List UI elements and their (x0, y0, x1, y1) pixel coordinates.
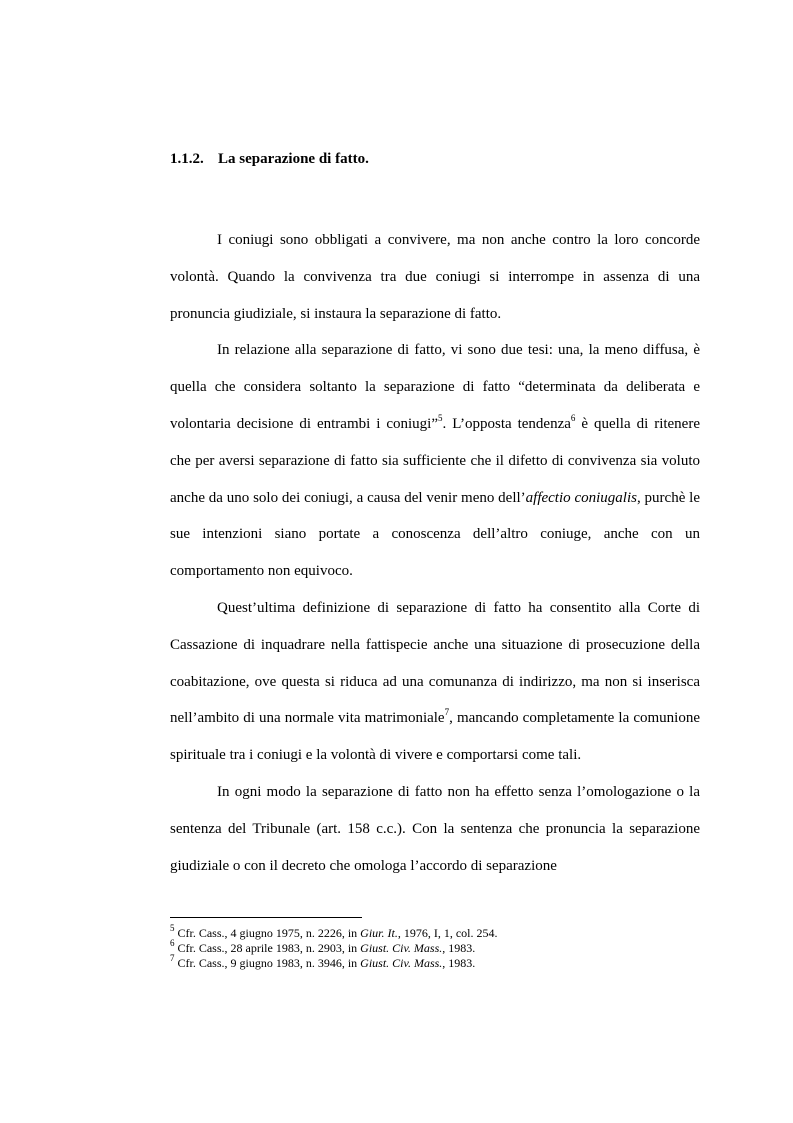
footnote-mark: 7 (170, 953, 175, 963)
footnote-ref-7: 7 (444, 707, 450, 718)
paragraph-text: . L’opposta tendenza (442, 415, 571, 432)
paragraph-text: , mancando completamente la comunione spirituale tra i coniugi e la volontà di vivere e comportarsi come tali. (170, 710, 700, 764)
footnote (170, 923, 710, 941)
footnote-source: Giur. It. (360, 926, 398, 940)
footnote-mark: 5 (170, 923, 175, 933)
footnote-source: Giust. Civ. Mass. (360, 956, 443, 970)
italic-term: affectio coniugalis (525, 489, 637, 506)
paragraph (170, 774, 700, 884)
paragraph-text: Quest’ultima definizione di separazione di fatto ha consentito alla Corte di Cassazione di inquadrare nella fattispecie anche una situazione di prosecuzione della coabitazione, ove questa si riduca ad una comunanza di indirizzo, ma non si inserisca nell’ambito di una normale vita matrimoniale (170, 599, 700, 727)
footnote-text: Cfr. Cass., 4 giugno 1975, n. 2226, in (174, 926, 361, 940)
section-heading (170, 151, 369, 168)
footnote-text: , 1983. (442, 941, 476, 955)
footnote-divider (170, 917, 362, 918)
footnote-mark: 6 (170, 938, 175, 948)
footnote (170, 938, 710, 956)
footnote (170, 953, 710, 971)
paragraph-text: I coniugi sono obbligati a convivere, ma non anche contro la loro concorde volontà. Quando la convivenza tra due coniugi si interrompe in assenza di una pronuncia giudiziale, si instaura la separazione di fatto. (170, 232, 700, 322)
footnote-text: Cfr. Cass., 9 giugno 1983, n. 3946, in (174, 956, 361, 970)
footnote-text: , 1983. (442, 956, 476, 970)
paragraph-text: In ogni modo la separazione di fatto non ha effetto senza l’omologazione o la sentenza del Tribunale (art. 158 c.c.). Con la sentenza che pronuncia la separazione giudiziale o con il decreto che omologa l’accordo di separazione (170, 783, 700, 874)
paragraph (170, 332, 700, 590)
footnotes (170, 923, 710, 971)
footnote-text: , 1976, I, 1, col. 254. (397, 926, 498, 940)
footnote-text: Cfr. Cass., 28 aprile 1983, n. 2903, in (174, 941, 361, 955)
paragraph-text: In relazione alla separazione di fatto, vi sono due tesi: una, la meno diffusa, è quella che considera soltanto la separazione di fatto “determinata da deliberata e volontaria decisione di entrambi i coniugi” (170, 342, 700, 432)
paragraph (170, 222, 700, 332)
footnote-ref-6: 6 (570, 412, 576, 423)
body-text (170, 222, 700, 884)
footnote-source: Giust. Civ. Mass. (360, 941, 443, 955)
paragraph (170, 590, 700, 774)
footnote-ref-5: 5 (438, 412, 443, 423)
section-number: 1.1.2. (170, 151, 204, 167)
section-title: La separazione di fatto. (218, 151, 369, 167)
paragraph-text: è quella di ritenere che per aversi separazione di fatto sia sufficiente che il difetto di convivenza sia voluto anche da uno solo dei coniugi, a causa del venir meno dell’ (170, 415, 700, 506)
paragraph-text: , purchè le sue intenzioni siano portate a conoscenza dell’altro coniuge, anche con un comportamento non equivoco. (170, 489, 700, 580)
